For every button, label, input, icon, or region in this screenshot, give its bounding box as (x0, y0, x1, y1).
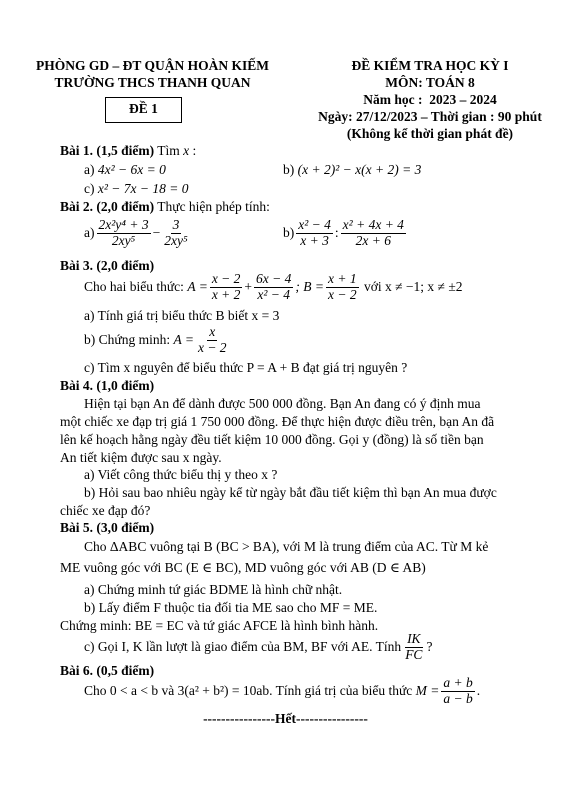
exam-title: ĐỀ KIỂM TRA HỌC KỲ I (351, 58, 509, 73)
bai1-b-label: b) (283, 162, 295, 177)
bai3-B-den: x − 2 (328, 286, 357, 302)
bai6-frac (441, 676, 474, 707)
bai2-a-den2: 2xy⁵ (164, 232, 188, 248)
bai6-body (84, 676, 480, 707)
bai3-expressions (84, 272, 462, 303)
bai2-b-den2: 2x + 6 (355, 232, 391, 248)
bai4-part-a: a) Viết công thức biểu thị y theo x ? (84, 467, 278, 482)
bai3-A-den2: x² − 4 (257, 286, 291, 302)
subject-line: MÔN: TOÁN 8 (385, 75, 475, 90)
bai3-intro: Cho hai biểu thức: (84, 279, 184, 295)
bai5-c-den: FC (405, 646, 423, 662)
bai4-line2: một chiếc xe đạp trị giá 1 750 000 đồng. Để thực hiện được điều trên, bạn An đã (60, 414, 495, 429)
bai1-heading (60, 143, 196, 159)
bai2-a-num1: 2x²y⁴ + 3 (98, 217, 149, 232)
school-name: TRƯỜNG THCS THANH QUAN (54, 75, 251, 90)
bai5-part-b: b) Lấy điểm F thuộc tia đối tia ME sao cho MF = ME. (84, 600, 378, 615)
year-value: 2023 – 2024 (429, 92, 497, 107)
bai4-part-b2: chiếc xe đạp đó? (60, 503, 151, 518)
bai6-M-label: M = (415, 683, 440, 699)
bai3-B-frac (326, 272, 359, 303)
bai6-text: Cho 0 < a < b và 3(a² + b²) = 10ab. Tính giá trị của biểu thức (84, 683, 413, 699)
year-label: Năm học : (363, 92, 423, 107)
bai2-a-op: − (152, 225, 161, 241)
bai6-title: Bài 6. (0,5 điểm) (60, 663, 155, 678)
bai5-c-text: c) Gọi I, K lần lượt là giao điểm của BM, BF với AE. Tính (84, 639, 402, 655)
bai3-b-label: b) Chứng minh: (84, 332, 171, 348)
bai1-a (84, 162, 166, 178)
bai2-title: Bài 2. (2,0 điểm) (60, 199, 155, 214)
bai6-end: . (476, 683, 481, 699)
bai2-a-num2: 3 (172, 217, 180, 232)
bai5-c-num: IK (407, 631, 421, 646)
bai5-part-b2: Chứng minh: BE = EC và tứ giác AFCE là hình bình hành. (60, 618, 379, 633)
bai2-b-op: : (334, 225, 339, 241)
bai3-b-frac (196, 325, 229, 356)
bai1-c (84, 181, 189, 197)
bai3-b-num: x (209, 324, 216, 339)
bai4-title: Bài 4. (1,0 điểm) (60, 378, 155, 393)
bai2-b-label: b) (283, 225, 295, 241)
bai5-c-frac (403, 632, 424, 663)
bai2-a-label: a) (84, 225, 95, 241)
bai2-b-frac1 (296, 218, 333, 249)
bai5-title: Bài 5. (3,0 điểm) (60, 520, 155, 535)
bai5-line1: Cho ΔABC vuông tại B (BC > BA), với M là trung điểm của AC. Từ M kẻ (84, 539, 489, 554)
bai5-c-q: ? (426, 639, 433, 655)
bai2-b (283, 218, 408, 249)
bai2-a-frac2 (162, 218, 189, 249)
end-marker: ----------------Hết---------------- (203, 711, 368, 726)
bai1-a-label: a) (84, 162, 95, 177)
bai5-part-a: a) Chứng minh tứ giác BDME là hình chữ nhật. (84, 582, 343, 597)
bai3-A-frac1 (210, 272, 243, 303)
exam-code: ĐỀ 1 (129, 101, 158, 116)
bai2-b-num2: x² + 4x + 4 (342, 217, 404, 232)
bai2-heading (60, 199, 270, 215)
bai3-A-label: A = (187, 279, 208, 295)
bai5-part-c (84, 632, 432, 663)
bai3-b-den: x − 2 (197, 339, 227, 355)
bai3-A-num1: x − 2 (211, 271, 241, 286)
bai2-b-den1: x + 3 (300, 232, 329, 248)
time-note: (Không kể thời gian phát đề) (346, 126, 514, 141)
bai1-instruction: Tìm (154, 143, 184, 158)
bai2-instruction: Thực hiện phép tính: (154, 199, 270, 214)
date-time-line: Ngày: 27/12/2023 – Thời gian : 90 phút (318, 109, 542, 124)
bai6-num: a + b (443, 675, 473, 690)
bai2-a-den1: 2xy⁵ (111, 232, 136, 248)
bai3-B-num: x + 1 (328, 271, 357, 286)
bai6-den: a − b (443, 690, 473, 706)
bai1-var: x (183, 143, 190, 158)
bai2-b-num1: x² − 4 (298, 217, 331, 232)
bai3-A-frac2 (254, 272, 293, 303)
bai4-part-b1: b) Hỏi sau bao nhiêu ngày kể từ ngày bắt đầu tiết kiệm thì bạn An mua được (84, 485, 497, 500)
bai4-line3: lên kế hoạch hằng ngày đều tiết kiệm 10 000 đồng. Gọi y (đồng) là số tiền bạn (60, 432, 484, 447)
bai1-colon: : (189, 143, 197, 158)
bai1-c-label: c) (84, 181, 95, 196)
bai3-part-a: a) Tính giá trị biểu thức B biết x = 3 (84, 308, 280, 323)
bai2-b-frac2 (341, 218, 406, 249)
bai1-c-expr: x² − 7x − 18 = 0 (97, 181, 189, 196)
bai2-a (84, 218, 192, 249)
bai2-a-frac1 (97, 218, 151, 249)
bai3-A-num2: 6x − 4 (256, 271, 292, 286)
bai3-A-plus: + (244, 279, 253, 295)
bai1-a-expr: 4x² − 6x = 0 (97, 162, 166, 177)
department-name: PHÒNG GD – ĐT QUẬN HOÀN KIẾM (35, 58, 269, 73)
bai1-title: Bài 1. (1,5 điểm) (60, 143, 155, 158)
bai3-part-c: c) Tìm x nguyên để biểu thức P = A + B đạt giá trị nguyên ? (84, 360, 408, 375)
bai3-b-lhs: A = (173, 332, 194, 348)
bai1-b-expr: (x + 2)² − x(x + 2) = 3 (297, 162, 422, 177)
bai4-line1: Hiện tại bạn An để dành được 500 000 đồng. Bạn An đang có ý định mua (84, 396, 481, 411)
bai4-line4: An tiết kiệm được sau x ngày. (60, 450, 222, 465)
school-year (310, 92, 550, 108)
bai3-A-den1: x + 2 (211, 286, 241, 302)
bai3-condition: với x ≠ −1; x ≠ ±2 (364, 279, 463, 295)
bai3-B-label: ; B = (295, 279, 325, 295)
bai3-title: Bài 3. (2,0 điểm) (60, 258, 155, 273)
bai1-b (283, 162, 421, 178)
bai3-part-b (84, 325, 231, 356)
bai5-line2: ME vuông góc với BC (E ∈ BC), MD vuông góc với AB (D ∈ AB) (60, 560, 426, 575)
